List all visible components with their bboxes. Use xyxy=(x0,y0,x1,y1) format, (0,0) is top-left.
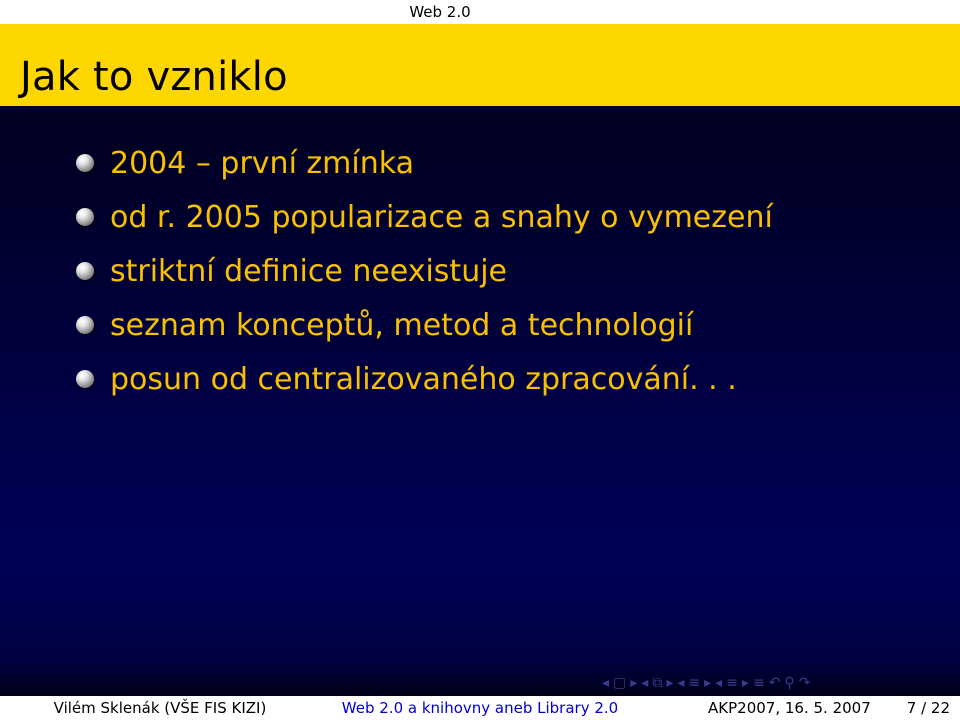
bullet-ball-icon xyxy=(76,154,94,172)
bullet-ball-icon xyxy=(76,316,94,334)
nav-search-icon[interactable]: ⚲ xyxy=(784,675,795,691)
frame-title-bar xyxy=(0,24,960,106)
top-bar xyxy=(0,0,960,24)
nav-section-icon[interactable]: ≡ xyxy=(726,675,738,691)
nav-document-icon[interactable]: ≡ xyxy=(752,675,765,691)
bullet-ball-icon xyxy=(76,262,94,280)
beamer-navigation-bar xyxy=(602,672,814,694)
list-item xyxy=(76,244,773,298)
frame-title: Jak to vzniklo xyxy=(20,54,288,100)
footer-right xyxy=(640,696,960,720)
footer-page-number: 7 / 22 xyxy=(906,699,950,717)
list-item-text: od r. 2005 popularizace a snahy o vymezení xyxy=(110,199,773,235)
nav-next-subsection-icon[interactable]: ▸ xyxy=(704,675,712,691)
nav-slide-icon[interactable]: ▢ xyxy=(613,675,627,691)
nav-subsection-icon[interactable]: ≡ xyxy=(688,675,701,691)
bullet-list xyxy=(76,136,773,406)
footer-author: Vilém Sklenák (VŠE FIS KIZI) xyxy=(0,696,320,720)
footer-event-date: AKP2007, 16. 5. 2007 xyxy=(708,699,871,717)
nav-frame-icon[interactable]: ⧉ xyxy=(652,675,663,691)
list-item-text: posun od centralizovaného zpracování. . . xyxy=(110,361,737,397)
bullet-ball-icon xyxy=(76,370,94,388)
list-item xyxy=(76,190,773,244)
list-item-text: 2004 – první zmínka xyxy=(110,145,414,181)
bullet-ball-icon xyxy=(76,208,94,226)
footer xyxy=(0,696,960,720)
nav-forward-icon[interactable]: ↷ xyxy=(798,675,811,691)
list-item-text: striktní definice neexistuje xyxy=(110,253,508,289)
nav-next-slide-icon[interactable]: ▸ xyxy=(630,675,638,691)
nav-next-frame-icon[interactable]: ▸ xyxy=(666,675,674,691)
footer-talk-title: Web 2.0 a knihovny aneb Library 2.0 xyxy=(320,696,640,720)
list-item xyxy=(76,136,773,190)
list-item xyxy=(76,352,773,406)
nav-prev-slide-icon[interactable]: ◂ xyxy=(602,675,610,691)
nav-prev-subsection-icon[interactable]: ◂ xyxy=(677,675,685,691)
nav-back-icon[interactable]: ↶ xyxy=(768,675,781,691)
list-item xyxy=(76,298,773,352)
nav-next-section-icon[interactable]: ▸ xyxy=(741,675,749,691)
nav-prev-section-icon[interactable]: ◂ xyxy=(715,675,723,691)
nav-prev-frame-icon[interactable]: ◂ xyxy=(641,675,649,691)
list-item-text: seznam konceptů, metod a technologií xyxy=(110,307,694,343)
section-tab[interactable]: Web 2.0 xyxy=(400,0,480,24)
